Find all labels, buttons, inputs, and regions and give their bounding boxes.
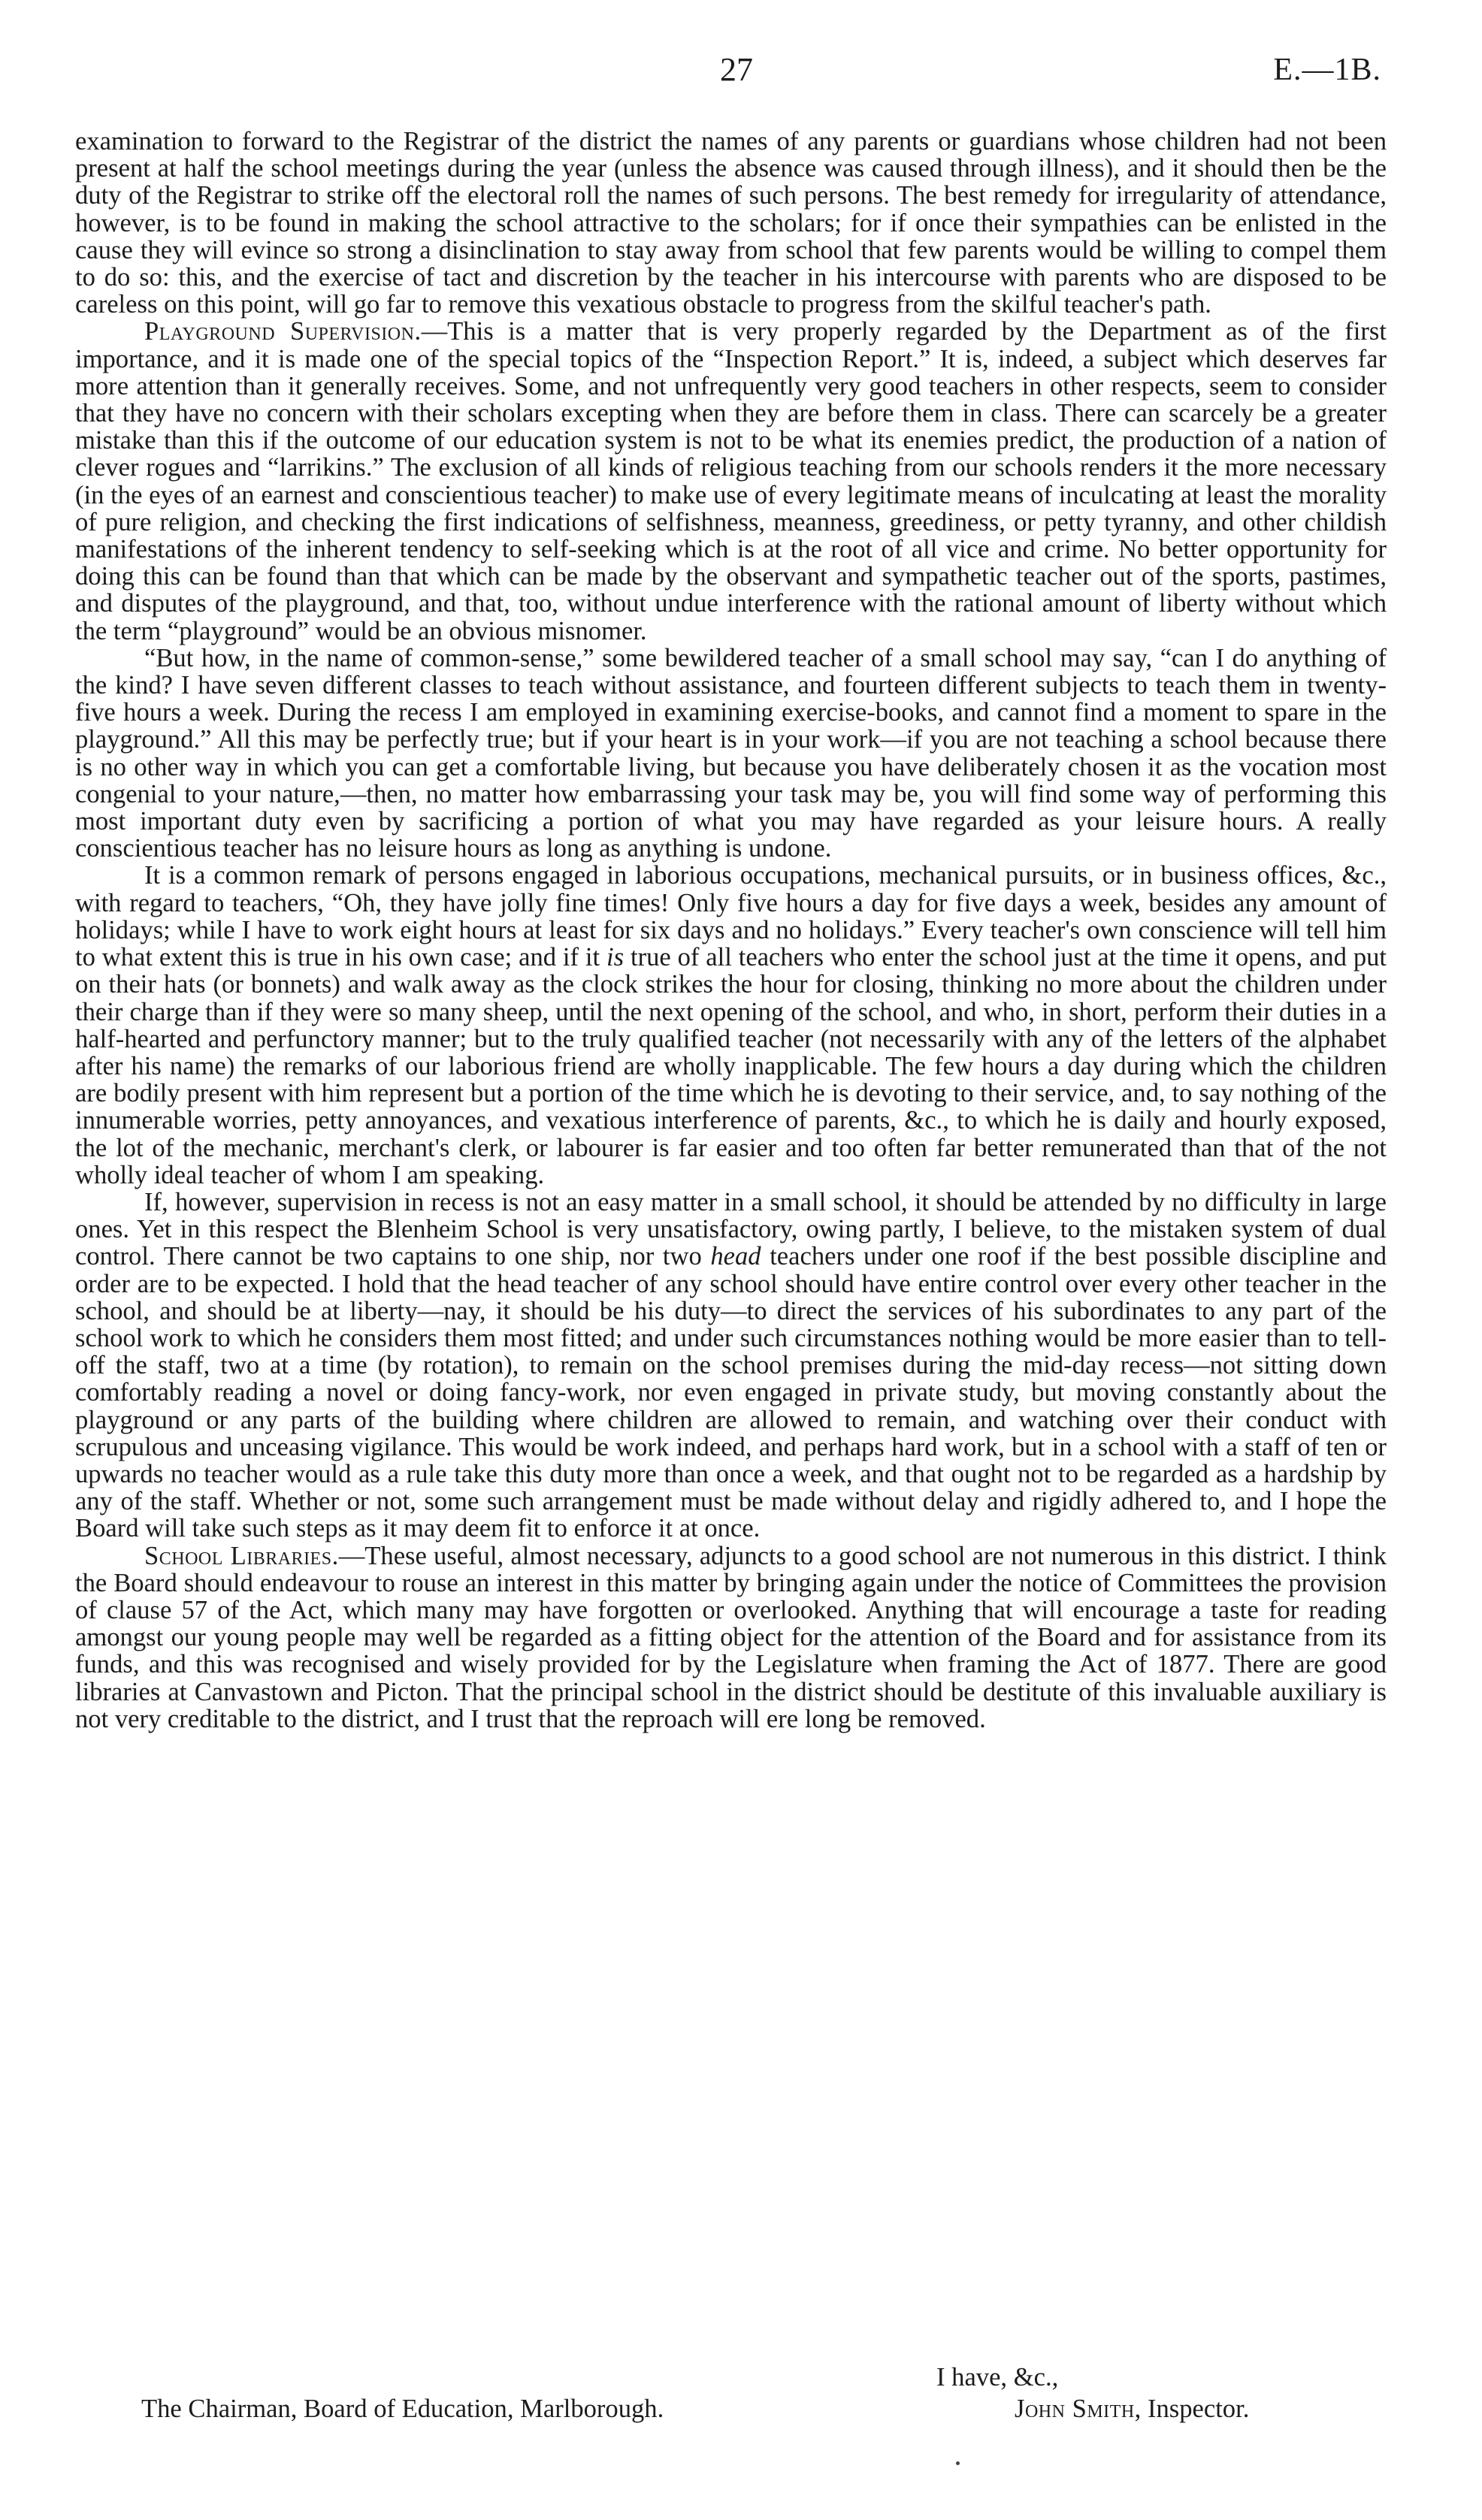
paragraph-text: —This is a matter that is very properly regarded by the Department as of the first importance, and it is made one of the special topics of the “Inspection Report.” It is, indeed, a subject which deserves far more attention than it generally receives. Some, and not unfrequently very good teachers in other respects, seem to consider that they have no concern with their scholars excepting when they are before them in class. There can scarcely be a greater mistake than this if the outcome of our education system is not to be what its enemies predict, the production of a nation of clever rogues and “larrikins.” The exclusion of all kinds of religious teaching from our schools renders it the more necessary (in the eyes of an earnest and conscientious teacher) to make use of every legitimate means of inculcating at least the morality of pure religion, and checking the first indications of selfishness, meanness, greediness, or petty tyranny, and other childish manifestations of the inherent tendency to self-seeking which is at the root of all vice and crime. No better opportunity for doing this can be found than that which can be made by the observant and sympathetic teacher out of the sports, pastimes, and disputes of the playground, and that, too, without undue interference with the rational amount of liberty without which the term “playground” would be an obvious misnomer. bbox=[75, 317, 1387, 645]
paragraph-attendance bbox=[75, 128, 1387, 318]
signature-name: John Smith bbox=[1015, 2395, 1135, 2423]
section-heading-playground-supervision: Playground Supervision. bbox=[144, 317, 422, 346]
paragraph-text: —These useful, almost necessary, adjuncts to a good school are not numerous in this district. I think the Board should endeavour to rouse an interest in this matter by bringing again under the notice of Committees the provision of clause 57 of the Act, which many may have forgotten or overlooked. Anything that will encourage a taste for reading amongst our young people may well be regarded as a fitting object for the attention of the Board and for assistance from its funds, and this was recognised and wisely provided for by the Legislature when framing the Act of 1877. There are good libraries at Canvastown and Picton. That the principal school in the district should be destitute of this invaluable auxiliary is not very creditable to the district, and I trust that the reproach will ere long be removed. bbox=[75, 1541, 1387, 1733]
paragraph-supervision-large-schools bbox=[75, 1189, 1387, 1543]
section-heading-school-libraries: School Libraries. bbox=[144, 1541, 339, 1570]
page-number: 27 bbox=[720, 51, 753, 88]
paragraph-text: true of all teachers who enter the school just at the time it opens, and put on their hats (or bonnets) and walk away as the clock strikes the hour for closing, thinking no more about the children under their charge than if they were so many sheep, until the next opening of the school, and who, in short, perform their duties in a half-hearted and perfunctory manner; but to the truly qualified teacher (not necessarily with any of the letters of the alphabet after his name) the remarks of our laborious friend are wholly inapplicable. The few hours a day during which the children are bodily present with him represent but a portion of the time which he is devoting to their service, and, to say nothing of the innumerable worries, petty annoyances, and vexatious interference of parents, &c., to which he is daily and hourly exposed, the lot of the mechanic, merchant's clerk, or labourer is far easier and too often far better remunerated than that of the not wholly ideal teacher of whom I am speaking. bbox=[75, 943, 1387, 1189]
addressee: The Chairman, Board of Education, Marlborough. bbox=[141, 2395, 664, 2423]
paragraph-text: If, however, supervision in recess is not an easy matter in a small school, it should be attended by no difficulty in large ones. Yet in this respect the Blenheim School is very unsatisfactory, owing partly, I believe, to the mistaken system of dual control. There cannot be two captains to one ship, nor two bbox=[75, 1187, 1387, 1271]
signature bbox=[1015, 2394, 1249, 2424]
emphasis-text: head bbox=[710, 1242, 761, 1271]
paragraph-common-remark bbox=[75, 862, 1387, 1188]
paragraph-text: teachers under one roof if the best possible discipline and order are to be expected. I hold that the head teacher of any school should have entire control over every other teacher in the school, and should be at liberty—nay, it should be his duty—to direct the services of his subordinates to any part of the school work to which he considers them most fitted; and under such circumstances nothing would be more easier than to tell-off the staff, two at a time (by rotation), to remain on the school premises during the mid-day recess—not sitting down comfortably reading a novel or doing fancy-work, nor even engaged in private study, but moving constantly about the playground or any parts of the building where children are allowed to remain, and watching over their conduct with scrupulous and unceasing vigilance. This would be work indeed, and perhaps hard work, but in a school with a staff of ten or upwards no teacher would as a rule take this duty more than once a week, and that ought not to be regarded as a hardship by any of the staff. Whether or not, some such arrangement must be made without delay and rigidly adhered to, and I hope the Board will take such steps as it may deem fit to enforce it at once. bbox=[75, 1242, 1387, 1543]
paragraph-text: examination to forward to the Registrar of the district the names of any parents or guardians whose children had not been present at half the school meetings during the year (unless the absence was caused through illness), and it should then be the duty of the Registrar to strike off the electoral roll the names of such persons. The best remedy for irregularity of attendance, however, is to be found in making the school attractive to the scholars; for if once their sympathies can be enlisted in the cause they will evince so strong a disinclination to stay away from school that few parents would be willing to compel them to do so: this, and the exercise of tact and discretion by the teacher in his intercourse with parents who are disposed to be careless on this point, will go far to remove this vexatious obstacle to progress from the skilful teacher's path. bbox=[75, 127, 1387, 319]
paragraph-text: It is a common remark of persons engaged in laborious occupations, mechanical pursuits, or in business offices, &c., with regard to teachers, “Oh, they have jolly fine times! Only five hours a day for five days a week, besides any amount of holidays; while I have to work eight hours at least for six days and no holidays.” Every teacher's own conscience will tell him to what extent this is true in his own case; and if it bbox=[75, 861, 1387, 972]
signature-title: , Inspector. bbox=[1134, 2395, 1250, 2423]
paragraph-school-libraries bbox=[75, 1543, 1387, 1733]
body-text bbox=[75, 128, 1387, 1733]
paragraph-text: “But how, in the name of common-sense,” some bewildered teacher of a small school may say, “can I do anything of the kind? I have seven different classes to teach without assistance, and fourteen different subjects to teach them in twenty-five hours a week. During the recess I am employed in examining exercise-books, and cannot find a moment to spare in the playground.” All this may be perfectly true; but if your heart is in your work—if you are not teaching a school because there is no other way in which you can get a comfortable living, but because you have deliberately chosen it as the vocation most congenial to your nature,—then, no matter how embarrassing your task may be, you will find some way of performing this most important duty even by sacrificing a portion of what you may have regarded as your leisure hours. A really conscientious teacher has no leisure hours as long as anything is undone. bbox=[75, 643, 1387, 863]
print-speck bbox=[956, 2461, 960, 2465]
paragraph-bewildered-teacher bbox=[75, 645, 1387, 863]
emphasis-text: is bbox=[606, 943, 625, 972]
paragraph-playground-supervision bbox=[75, 318, 1387, 644]
page-header bbox=[0, 44, 1482, 96]
section-code: E.—1B. bbox=[1273, 53, 1381, 87]
valediction: I have, &c., bbox=[936, 2363, 1059, 2392]
